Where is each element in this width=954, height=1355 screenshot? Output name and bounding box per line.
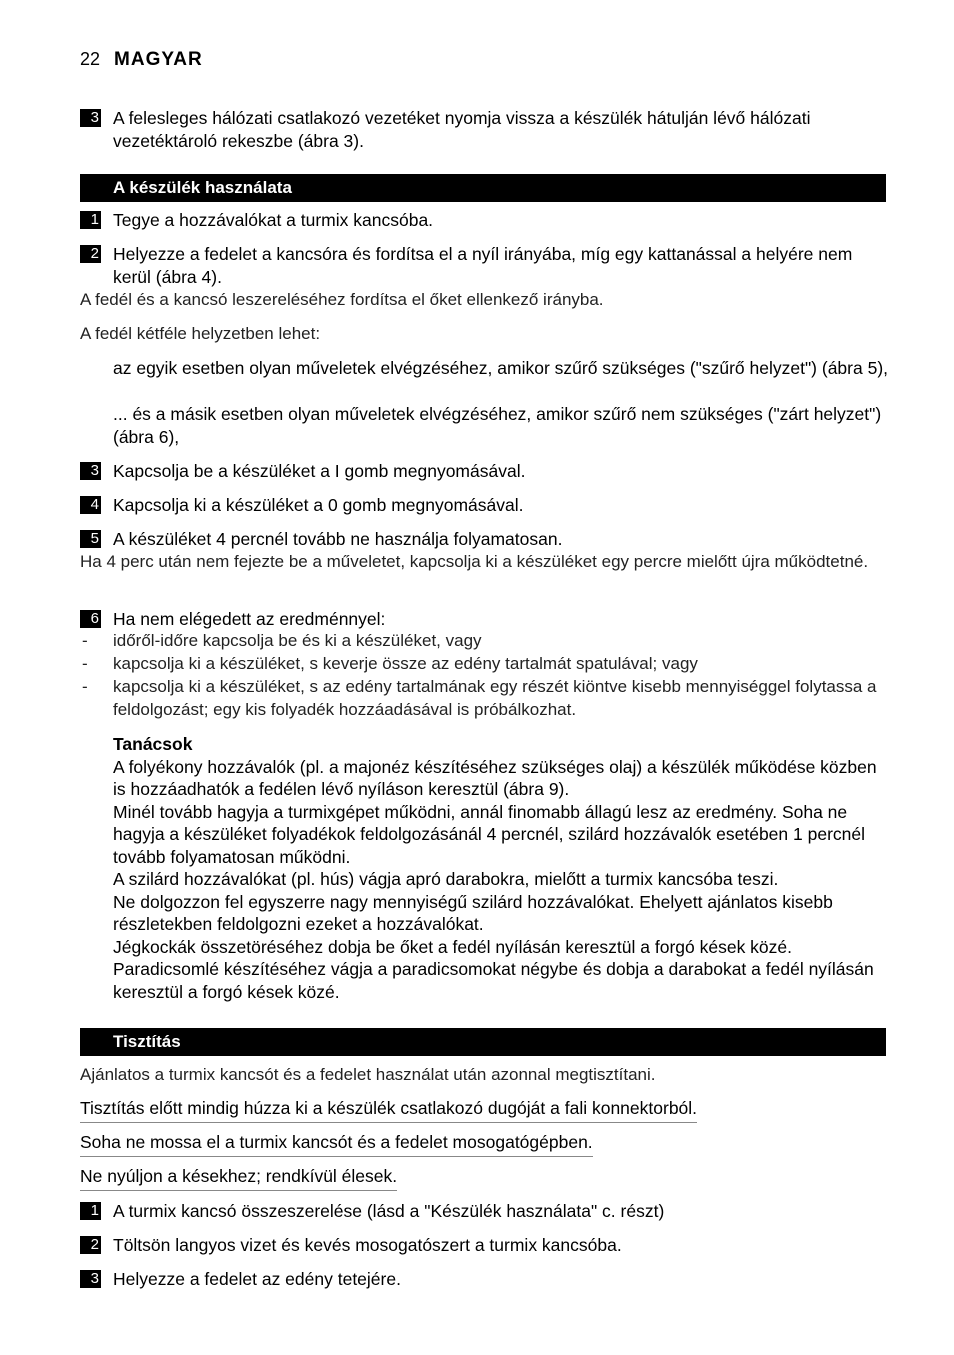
step-text: A készüléket 4 percnél tovább ne használja folyamatosan. bbox=[113, 529, 563, 549]
step-number: 6 bbox=[80, 610, 101, 628]
page-number: 22 bbox=[80, 49, 101, 69]
tip-item: A szilárd hozzávalókat (pl. hús) vágja apró darabokra, mielőtt a turmix kancsóba teszi. bbox=[113, 869, 779, 889]
tip-item: Minél tovább hagyja a turmixgépet működni, annál finomabb állagú lesz az eredmény. Soha ne hagyja a készüléket folyadékok feldolgozásánál 4 percnél, szilárd hozzávalók esetében 1 percnél tovább folyamatosan működni. bbox=[113, 801, 865, 867]
step-text: Helyezze a fedelet a kancsóra és fordítsa el a nyíl irányába, míg egy kattanással a helyére nem kerül (ábra 4). bbox=[113, 244, 853, 287]
cleaning-step-1 bbox=[80, 1200, 890, 1223]
step-number: 1 bbox=[80, 1202, 101, 1220]
note-clean-after-use: Ajánlatos a turmix kancsót és a fedelet használat után azonnal megtisztítani. bbox=[80, 1065, 656, 1084]
cleaning-step-3 bbox=[80, 1268, 890, 1291]
intro-step bbox=[80, 107, 890, 152]
warning-unplug: Tisztítás előtt mindig húzza ki a készülék csatlakozó dugóját a fali konnektorból. bbox=[80, 1097, 697, 1123]
usage-step-1 bbox=[80, 209, 890, 232]
section-title-usage: A készülék használata bbox=[80, 174, 886, 202]
note-rest: Ha 4 perc után nem fejezte be a műveletet, kapcsolja ki a készüléket egy percre mielőtt újra működtetné. bbox=[80, 552, 869, 571]
list-item: - kapcsolja ki a készüléket, s az edény tartalmának egy részét kiöntve kisebb mennyiséggel folytassa a feldolgozást; egy kis folyadék hozzáadásával is próbálkozhat. bbox=[82, 677, 877, 719]
lid-position-filter: az egyik esetben olyan műveletek elvégzéséhez, amikor szűrő szükséges ("szűrő helyzet") (ábra 5), bbox=[113, 358, 889, 378]
list-item: - időről-időre kapcsolja be és ki a készüléket, vagy bbox=[82, 631, 482, 650]
step-number: 3 bbox=[80, 1270, 101, 1288]
step-number: 1 bbox=[80, 211, 101, 229]
step-text: Ha nem elégedett az eredménnyel: bbox=[113, 609, 386, 629]
tips-title: Tanácsok bbox=[113, 734, 193, 754]
step-text: Helyezze a fedelet az edény tetejére. bbox=[113, 1269, 401, 1289]
cleaning-step-2 bbox=[80, 1234, 890, 1257]
warning-dishwasher: Soha ne mossa el a turmix kancsót és a fedelet mosogatógépben. bbox=[80, 1131, 593, 1157]
step-text: Tegye a hozzávalókat a turmix kancsóba. bbox=[113, 210, 434, 230]
usage-step-3 bbox=[80, 460, 890, 483]
lid-position-closed: ... és a másik esetben olyan műveletek elvégzéséhez, amikor szűrő nem szükséges ("zárt helyzet") (ábra 6), bbox=[113, 404, 882, 447]
step-number: 2 bbox=[80, 1236, 101, 1254]
usage-step-2 bbox=[80, 243, 890, 288]
step-text: Kapcsolja ki a készüléket a 0 gomb megnyomásával. bbox=[113, 495, 524, 515]
note-disassembly: A fedél és a kancsó leszereléséhez fordítsa el őket ellenkező irányba. bbox=[80, 290, 604, 309]
language-label: MAGYAR bbox=[114, 49, 203, 70]
step-text: Kapcsolja be a készüléket a I gomb megnyomásával. bbox=[113, 461, 526, 481]
list-item: - kapcsolja ki a készüléket, s keverje össze az edény tartalmát spatulával; vagy bbox=[82, 654, 698, 673]
step-number: 3 bbox=[80, 462, 101, 480]
tips-block bbox=[113, 733, 890, 1003]
usage-step-6 bbox=[80, 608, 890, 631]
tip-item: A folyékony hozzávalók (pl. a majonéz készítéséhez szükséges olaj) a készülék működése közben is hozzáadhatók a fedélen lévő nyíláson keresztül (ábra 9). bbox=[113, 756, 877, 799]
section-title-cleaning: Tisztítás bbox=[80, 1028, 886, 1056]
note-lid-positions: A fedél kétféle helyzetben lehet: bbox=[80, 324, 321, 343]
tip-item: Paradicsomlé készítéséhez vágja a paradicsomokat négybe és dobja a darabokat a fedél nyílásán keresztül a forgó kések közé. bbox=[113, 959, 874, 1002]
step-number: 4 bbox=[80, 496, 101, 514]
step-text: Töltsön langyos vizet és kevés mosogatószert a turmix kancsóba. bbox=[113, 1235, 622, 1255]
tip-item: Jégkockák összetöréséhez dobja be őket a fedél nyílásán keresztül a forgó kések közé. bbox=[113, 936, 793, 957]
warning-blades: Ne nyúljon a késekhez; rendkívül élesek. bbox=[80, 1165, 397, 1191]
usage-step-4 bbox=[80, 494, 890, 517]
usage-step-5 bbox=[80, 528, 890, 551]
step-text: A turmix kancsó összeszerelése (lásd a "Készülék használata" c. részt) bbox=[113, 1201, 665, 1221]
step-number: 5 bbox=[80, 530, 101, 548]
tip-item: Ne dolgozzon fel egyszerre nagy mennyiségű szilárd hozzávalókat. Ehelyett ajánlatos kisebb részletekben feldolgozni ezeket a hozzávalókat. bbox=[113, 891, 833, 934]
step-number: 2 bbox=[80, 245, 101, 263]
step-text: A felesleges hálózati csatlakozó vezetéket nyomja vissza a készülék hátulján lévő hálózati vezetéktároló rekeszbe (ábra 3). bbox=[113, 108, 811, 151]
step-number: 3 bbox=[80, 109, 101, 127]
page-header bbox=[80, 48, 203, 72]
